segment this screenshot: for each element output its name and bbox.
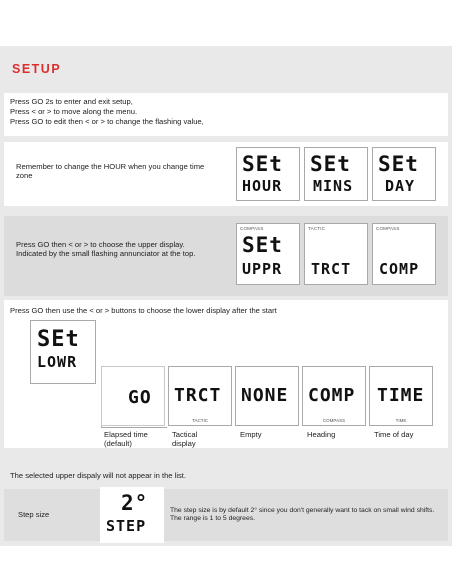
- step-value: 2°: [121, 491, 149, 515]
- heading-caption: Heading: [307, 430, 336, 439]
- tact-display: [304, 223, 368, 285]
- set-uppr-bottom: UPPR: [242, 260, 283, 278]
- intro-line-1: Press GO 2s to enter and exit setup,: [10, 97, 133, 106]
- intro-line-2: Press < or > to move along the menu.: [10, 107, 138, 116]
- setup-page: [0, 46, 452, 546]
- set-lowr-bottom: LOWR: [37, 353, 78, 371]
- empty-display: [235, 366, 299, 426]
- compass-annunciator: COMPASS: [322, 418, 346, 423]
- upper-section-text: Press GO then < or > to choose the upper display. Indicated by the small flashing annunciator at the top.: [16, 240, 196, 259]
- compass-annunciator: COMPASS: [376, 226, 400, 231]
- step-size-label: Step size: [18, 510, 50, 519]
- set-uppr-display: [236, 223, 300, 285]
- heading-display: [302, 366, 366, 426]
- elapsed-time-display: [101, 366, 165, 426]
- lower-section-text: Press GO then use the < or > buttons to choose the lower display after the start: [10, 306, 277, 315]
- compass-annunciator: COMPASS: [240, 226, 264, 231]
- set-lowr-display: [30, 320, 96, 384]
- set-hour-display: [236, 147, 300, 201]
- time-annunciator: TIME: [395, 418, 407, 423]
- elapsed-time-caption: Elapsed time (default): [104, 430, 148, 448]
- lower-section: [4, 300, 448, 448]
- step-section: [4, 489, 448, 541]
- set-uppr-top: SEt: [242, 233, 283, 257]
- tactic-annunciator: TACTIC: [308, 226, 326, 231]
- page-title: SETUP: [12, 62, 62, 76]
- tact-value: TRCT: [311, 260, 352, 278]
- set-day-top: SEt: [378, 152, 419, 176]
- step-label-display: STEP: [106, 517, 147, 535]
- set-mins-top: SEt: [310, 152, 351, 176]
- intro-line-3: Press GO to edit then < or > to change the flashing value,: [10, 117, 204, 126]
- comp-display: [372, 223, 436, 285]
- lower-section-note: The selected upper dispaly will not appear in the list.: [10, 471, 187, 480]
- step-size-text: The step size is by default 2° since you don't generally want to tack on small wind shifts. The range is 1 to 5 degrees.: [170, 507, 435, 523]
- tactical-display: [168, 366, 232, 426]
- elapsed-time-value: GO: [128, 387, 152, 408]
- set-mins-display: [304, 147, 368, 201]
- set-hour-top: SEt: [242, 152, 283, 176]
- set-lowr-top: SEt: [37, 327, 80, 352]
- upper-section: [4, 216, 448, 296]
- time-of-day-caption: Time of day: [374, 430, 414, 439]
- set-mins-bottom: MINS: [313, 177, 354, 195]
- empty-value: NONE: [241, 385, 289, 406]
- heading-value: COMP: [308, 385, 356, 406]
- time-of-day-display: [369, 366, 433, 426]
- tactic-annunciator: TACTIC: [192, 418, 208, 423]
- time-section-text: Remember to change the HOUR when you change time zone: [16, 162, 205, 181]
- time-of-day-value: TIME: [377, 385, 425, 406]
- empty-caption: Empty: [240, 430, 262, 439]
- set-hour-bottom: HOUR: [242, 177, 283, 195]
- time-section: [4, 142, 448, 206]
- set-day-bottom: DAY: [385, 177, 416, 195]
- comp-value: COMP: [379, 260, 420, 278]
- tactical-caption: Tactical display: [172, 430, 198, 448]
- tactical-value: TRCT: [174, 385, 222, 406]
- set-day-display: [372, 147, 436, 201]
- step-display: [100, 487, 164, 543]
- intro-card: [4, 93, 448, 136]
